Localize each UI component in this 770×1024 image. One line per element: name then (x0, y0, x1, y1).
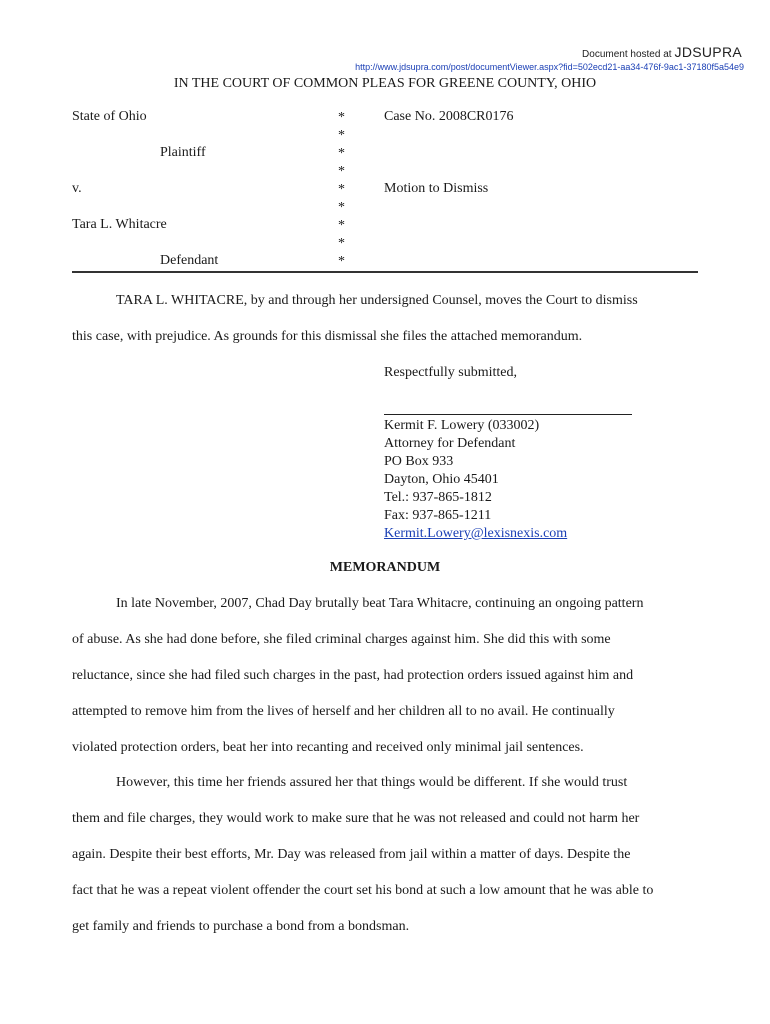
attorney-name: Kermit F. Lowery (033002) (384, 418, 540, 433)
memo-line: attempted to remove him from the lives of herself and her children all to no avail. He continually (72, 704, 615, 719)
caption-star: * (338, 236, 345, 251)
caption-star: * (338, 146, 345, 161)
memorandum-paragraph-2 (72, 765, 702, 945)
memo-line: again. Despite their best efforts, Mr. Day was released from jail within a matter of days. Despite the (72, 847, 631, 862)
caption-star: * (338, 164, 345, 179)
caption-star: * (338, 128, 345, 143)
signature-closing: Respectfully submitted, (384, 365, 517, 380)
caption-star: * (338, 200, 345, 215)
memo-line: get family and friends to purchase a bond from a bondsman. (72, 919, 410, 934)
attorney-title: Attorney for Defendant (384, 436, 516, 451)
defendant-name: Tara L. Whitacre (72, 217, 167, 232)
caption-star: * (338, 218, 345, 233)
motion-title: Motion to Dismiss (384, 181, 489, 196)
attorney-email-link[interactable]: Kermit.Lowery@lexisnexis.com (384, 526, 568, 541)
caption-star-column (338, 109, 345, 271)
motion-line-text: TARA L. WHITACRE, by and through her undersigned Counsel, moves the Court to dismiss (116, 293, 638, 308)
motion-line: this case, with prejudice. As grounds for this dismissal she files the attached memorandum. (72, 329, 583, 344)
signature-line (384, 414, 632, 415)
memorandum-heading: MEMORANDUM (329, 560, 441, 575)
hosted-by-banner (582, 44, 742, 60)
caption-star: * (338, 182, 345, 197)
memo-line: reluctance, since she had filed such charges in the past, had protection orders issued against him and (72, 668, 634, 683)
attorney-fax: Fax: 937-865-1211 (384, 508, 492, 523)
caption-star: * (338, 254, 345, 269)
memo-line: them and file charges, they would work to make sure that he was not released and could not harm her (72, 811, 640, 826)
versus-label: v. (72, 181, 82, 196)
memo-line: fact that he was a repeat violent offender the court set his bond at such a low amount that he was able to (72, 883, 654, 898)
plaintiff-name: State of Ohio (72, 109, 147, 124)
case-caption (72, 109, 698, 271)
court-title: IN THE COURT OF COMMON PLEAS FOR GREENE COUNTY, OHIO (173, 76, 597, 91)
plaintiff-role: Plaintiff (160, 145, 206, 160)
memo-line (72, 765, 702, 801)
motion-line (72, 283, 702, 319)
attorney-city: Dayton, Ohio 45401 (384, 472, 499, 487)
memorandum-paragraph-1 (72, 586, 702, 766)
caption-divider (72, 271, 698, 273)
attorney-po-box: PO Box 933 (384, 454, 454, 469)
memo-line: of abuse. As she had done before, she filed criminal charges against him. She did this with some (72, 632, 611, 647)
motion-paragraph (72, 283, 702, 355)
defendant-role: Defendant (160, 253, 219, 268)
document-url-link[interactable]: http://www.jdsupra.com/post/documentViewer.aspx?fid=502ecd21-aa34-476f-9ac1-37180f5a54e9 (355, 62, 744, 72)
hosted-label: Document hosted at (582, 49, 672, 60)
caption-star: * (338, 110, 345, 125)
memo-line: violated protection orders, beat her into recanting and received only minimal jail sentences. (72, 740, 584, 755)
attorney-tel: Tel.: 937-865-1812 (384, 490, 492, 505)
jdsupra-logo: JDSUPRA (674, 44, 742, 60)
attorney-info (384, 417, 567, 543)
memo-line-text: In late November, 2007, Chad Day brutally beat Tara Whitacre, continuing an ongoing pattern (116, 596, 644, 611)
case-number: Case No. 2008CR0176 (384, 109, 514, 124)
memo-line (72, 586, 702, 622)
memo-line-text: However, this time her friends assured her that things would be different. If she would trust (116, 775, 628, 790)
